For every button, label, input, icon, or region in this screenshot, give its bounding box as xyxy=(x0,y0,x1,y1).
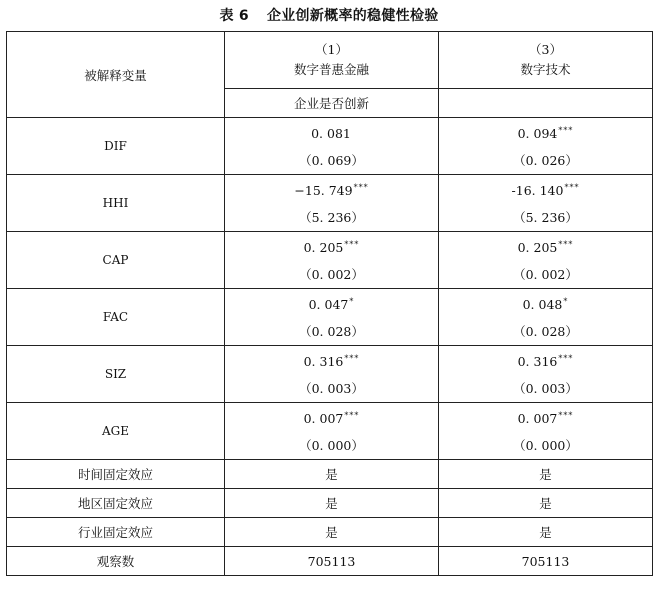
column-header-1 xyxy=(225,32,439,89)
variable-name: CAP xyxy=(7,232,225,289)
coef-value: 0. 007 xyxy=(517,411,558,427)
table-row xyxy=(7,489,653,518)
coef-cell xyxy=(225,403,439,460)
coef-value: -16. 140 xyxy=(511,183,564,199)
significance-stars: *** xyxy=(353,183,369,193)
variable-name: SIZ xyxy=(7,346,225,403)
std-error: （5. 236） xyxy=(299,209,364,225)
coef-cell xyxy=(439,346,653,403)
coef-value: 0. 048 xyxy=(522,297,563,313)
coef-cell xyxy=(439,289,653,346)
table-row xyxy=(7,518,653,547)
table-title: 企业创新概率的稳健性检验 xyxy=(266,8,439,24)
coef-cell xyxy=(439,403,653,460)
variable-name: HHI xyxy=(7,175,225,232)
coef-cell xyxy=(225,232,439,289)
coef-cell xyxy=(225,175,439,232)
coef-value: 0. 081 xyxy=(311,126,351,142)
observations-label: 观察数 xyxy=(7,547,225,576)
coef-value: 0. 094 xyxy=(517,126,558,142)
observations-row xyxy=(7,547,653,576)
coef-value: 0. 205 xyxy=(303,240,344,256)
column-index-1: （1） xyxy=(315,42,348,57)
variable-name: AGE xyxy=(7,403,225,460)
observations-value: 705113 xyxy=(439,547,653,576)
dependent-var-label: 被解释变量 xyxy=(7,32,225,118)
coef-value: 0. 316 xyxy=(517,354,558,370)
column-index-2: （3） xyxy=(529,42,562,57)
coef-cell xyxy=(439,232,653,289)
coef-cell xyxy=(225,289,439,346)
significance-stars: *** xyxy=(558,126,574,136)
std-error: （0. 028） xyxy=(513,323,578,339)
std-error: （0. 026） xyxy=(513,152,578,168)
fixed-effect-value: 是 xyxy=(439,518,653,547)
table-row xyxy=(7,460,653,489)
significance-stars: *** xyxy=(344,240,360,250)
dependent-var-value: 企业是否创新 xyxy=(225,89,439,118)
fixed-effect-value: 是 xyxy=(225,460,439,489)
std-error: （0. 002） xyxy=(513,266,578,282)
std-error: （5. 236） xyxy=(513,209,578,225)
dependent-var-empty xyxy=(439,89,653,118)
fixed-effect-value: 是 xyxy=(225,518,439,547)
significance-stars: *** xyxy=(558,240,574,250)
significance-stars: *** xyxy=(344,411,360,421)
std-error: （0. 000） xyxy=(299,437,364,453)
std-error: （0. 003） xyxy=(299,380,364,396)
fixed-effect-label: 时间固定效应 xyxy=(7,460,225,489)
coef-value: 0. 316 xyxy=(303,354,344,370)
column-name-2: 数字技术 xyxy=(520,62,571,77)
significance-stars: *** xyxy=(558,411,574,421)
column-name-1: 数字普惠金融 xyxy=(293,62,369,77)
column-header-2 xyxy=(439,32,653,89)
coef-cell xyxy=(439,118,653,175)
observations-value: 705113 xyxy=(225,547,439,576)
significance-stars: * xyxy=(563,297,569,307)
header-row xyxy=(7,32,653,89)
coef-value: −15. 749 xyxy=(294,183,353,199)
table-row xyxy=(7,403,653,460)
std-error: （0. 069） xyxy=(299,152,364,168)
coef-cell xyxy=(225,346,439,403)
table-row xyxy=(7,232,653,289)
coef-value: 0. 007 xyxy=(303,411,344,427)
coef-cell xyxy=(439,175,653,232)
table-row xyxy=(7,175,653,232)
table-row xyxy=(7,118,653,175)
significance-stars: *** xyxy=(344,354,360,364)
std-error: （0. 000） xyxy=(513,437,578,453)
table-row xyxy=(7,289,653,346)
std-error: （0. 003） xyxy=(513,380,578,396)
robustness-table xyxy=(6,31,653,576)
fixed-effect-label: 行业固定效应 xyxy=(7,518,225,547)
table-caption xyxy=(0,5,658,25)
fixed-effect-label: 地区固定效应 xyxy=(7,489,225,518)
coef-value: 0. 047 xyxy=(308,297,349,313)
std-error: （0. 002） xyxy=(299,266,364,282)
std-error: （0. 028） xyxy=(299,323,364,339)
fixed-effect-value: 是 xyxy=(439,460,653,489)
variable-name: FAC xyxy=(7,289,225,346)
significance-stars: *** xyxy=(558,354,574,364)
table-number: 表 6 xyxy=(219,8,249,24)
table-row xyxy=(7,346,653,403)
significance-stars: *** xyxy=(564,183,580,193)
fixed-effect-value: 是 xyxy=(439,489,653,518)
significance-stars: * xyxy=(349,297,355,307)
coef-value: 0. 205 xyxy=(517,240,558,256)
coef-cell xyxy=(225,118,439,175)
variable-name: DIF xyxy=(7,118,225,175)
fixed-effect-value: 是 xyxy=(225,489,439,518)
